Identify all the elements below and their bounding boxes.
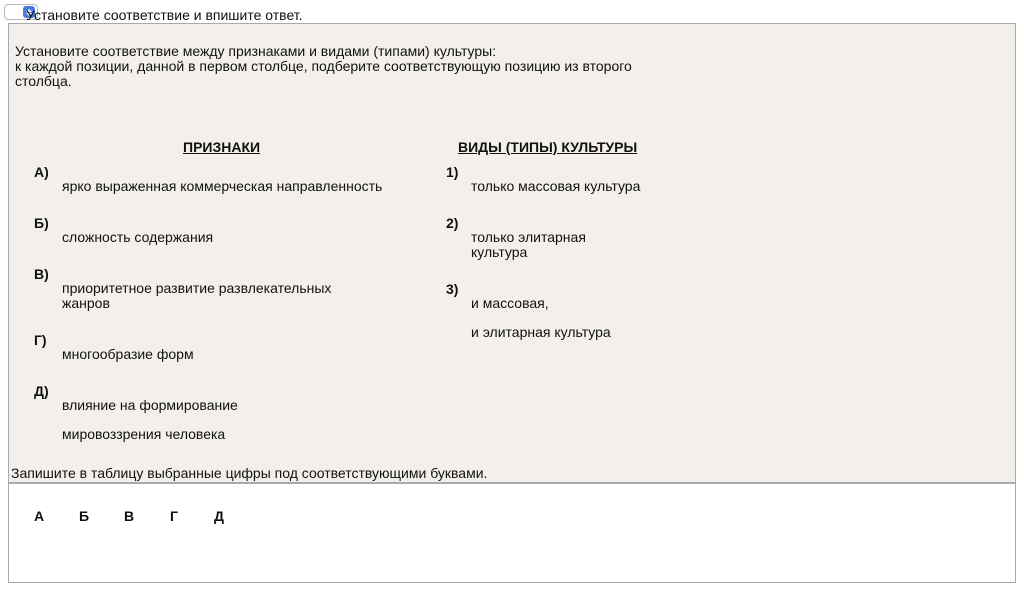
type-label: 1) xyxy=(446,164,459,180)
feature-label: Г) xyxy=(34,332,47,348)
feature-text: мировоззрения человека xyxy=(62,426,226,442)
task-intro-line: к каждой позиции, данной в первом столбце, подберите соответствующую позицию из второго xyxy=(15,58,632,74)
feature-label: Д) xyxy=(34,383,49,399)
feature-text: многообразие форм xyxy=(62,346,194,362)
type-text: культура xyxy=(471,244,528,260)
features-column-title: ПРИЗНАКИ xyxy=(183,139,261,155)
feature-label: В) xyxy=(34,266,49,282)
answer-letter-a: А xyxy=(34,508,45,524)
type-label: 2) xyxy=(446,215,459,231)
footer-instruction: Запишите в таблицу выбранные цифры под соответствующими буквами. xyxy=(11,465,488,481)
feature-text: сложность содержания xyxy=(62,229,214,245)
top-toolbar: Установите соответствие и впишите ответ. xyxy=(0,0,1024,22)
type-text: только массовая культура xyxy=(471,178,641,194)
answer-table xyxy=(8,483,1016,583)
task-panel xyxy=(8,23,1016,483)
feature-text: ярко выраженная коммерческая направленность xyxy=(62,178,383,194)
task-intro-line: столбца. xyxy=(15,73,72,89)
answer-letter-d: Д xyxy=(214,508,224,524)
type-text: только элитарная xyxy=(471,229,586,245)
type-label: 3) xyxy=(446,281,459,297)
type-text: и элитарная культура xyxy=(471,324,611,340)
feature-text: влияние на формирование xyxy=(62,397,238,413)
feature-text: приоритетное развитие развлекательных xyxy=(62,280,332,296)
task-intro-line: Установите соответствие между признаками и видами (типами) культуры: xyxy=(15,43,497,59)
feature-text: жанров xyxy=(62,295,110,311)
answer-letter-g: Г xyxy=(170,508,178,524)
task-intro xyxy=(15,44,715,89)
types-column-title: ВИДЫ (ТИПЫ) КУЛЬТУРЫ xyxy=(458,139,638,155)
answer-letter-v: В xyxy=(124,508,135,524)
answer-letter-b: Б xyxy=(79,508,90,524)
feature-label: Б) xyxy=(34,215,49,231)
feature-label: А) xyxy=(34,164,49,180)
type-text: и массовая, xyxy=(471,295,549,311)
